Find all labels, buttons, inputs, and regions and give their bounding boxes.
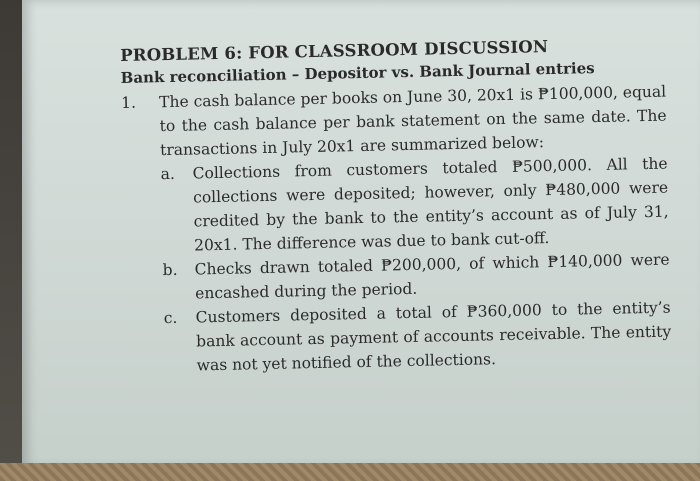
sub-item-letter: a. — [160, 164, 176, 184]
sub-list — [160, 152, 671, 379]
list-item — [121, 80, 672, 379]
problem-title: PROBLEM 6: FOR CLASSROOM DISCUSSION — [120, 37, 549, 65]
sub-item-text: Checks drawn totaled ₱200,000, of which ₱140,000 were encashed during the period. — [194, 250, 670, 303]
item-text: The cash balance per books on June 30, 20x1 is ₱100,000, equal to the cash balance per bank statement on the same date. The transactions in July 20x1 are summarized below: — [158, 82, 667, 160]
fabric-background — [0, 463, 700, 481]
sub-item-a — [160, 152, 669, 259]
item-body — [159, 80, 672, 379]
sub-item-c — [163, 296, 671, 379]
problem-subtitle: Bank reconciliation – Depositor vs. Bank Journal entries — [120, 59, 595, 87]
page-content — [120, 35, 672, 379]
item-number: 1. — [121, 93, 137, 112]
sub-item-letter: b. — [162, 260, 178, 280]
sub-item-letter: c. — [163, 308, 178, 328]
sub-item-text: Customers deposited a total of ₱360,000 to the entity’s bank account as payment of accounts receivable. The entity was not yet notified of the collections. — [195, 298, 672, 375]
sub-item-text: Collections from customers totaled ₱500,000. All the collections were deposited; however, only ₱480,000 were credited by the bank to the entity’s account as of July 31, 20x1. The difference was due to bank cut-off. — [192, 154, 669, 255]
